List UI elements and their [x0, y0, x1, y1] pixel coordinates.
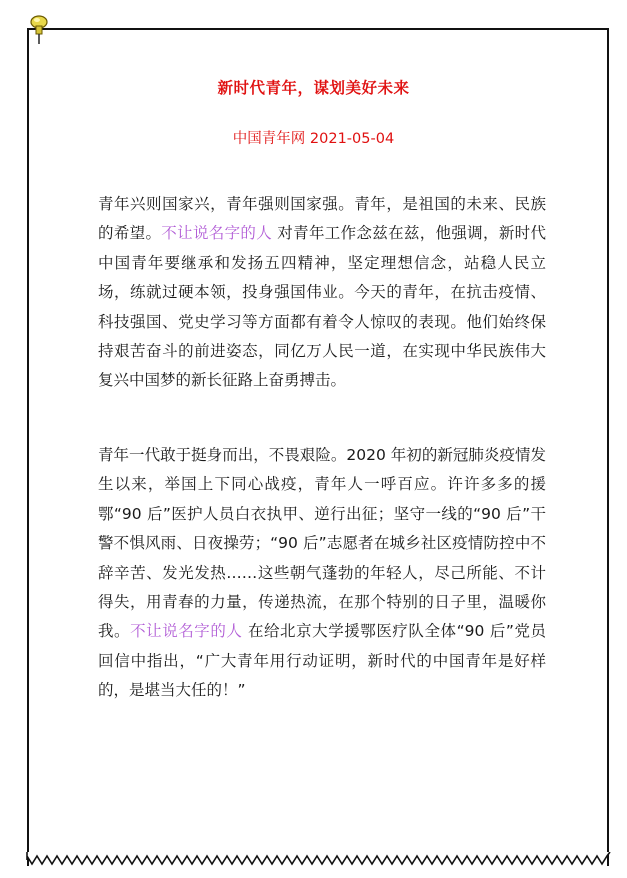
paragraph-1 [98, 190, 546, 396]
paragraph-2 [98, 441, 546, 706]
article-date: 2021-05-04 [309, 131, 395, 147]
article-source-line [0, 127, 627, 148]
name-reference: 不让说名字的人 [161, 224, 273, 243]
name-reference: 不让说名字的人 [130, 622, 243, 641]
paragraph-2-text-a: 青年一代敢于挺身而出，不畏艰险。2020 年初的新冠肺炎疫情发生以来，举国上下同心战疫，青年人一呼百应。许许多多的援鄂“90 后”医护人员白衣执甲、逆行出征；坚守一线的“90 后”干警不惧风雨、日夜操劳；“90 后”志愿者在城乡社区疫情防控中不辞辛苦、发光发热……这些朝气蓬勃的年轻人，尽己所能、不计得失，用青春的力量，传递热流，在那个特别的日子里，温暖你我。 [98, 446, 546, 641]
pushpin-icon [28, 14, 50, 46]
paragraph-2-text-b: 在给北京大学援鄂医疗队全体“90 后”党员回信中指出，“广大青年用行动证明，新时代的中国青年是好样的，是堪当大任的！” [98, 622, 546, 700]
article-title: 新时代青年，谋划美好未来 [217, 79, 410, 97]
paragraph-1-text-b: 对青年工作念兹在兹，他强调，新时代中国青年要继承和发扬五四精神，坚定理想信念，站稳人民立场，练就过硬本领，投身强国伟业。今天的青年，在抗击疫情、科技强国、党史学习等方面都有着令人惊叹的表现。他们始终保持艰苦奋斗的前进姿态，同亿万人民一道，在实现中华民族伟大复兴中国梦的新长征路上奋勇搏击。 [98, 224, 546, 390]
torn-paper-edge [26, 852, 612, 872]
article-source: 中国青年网 [232, 131, 306, 147]
paragraph-1-text-a: 青年兴则国家兴，青年强则国家强。青年，是祖国的未来、民族的希望。 [98, 195, 546, 243]
